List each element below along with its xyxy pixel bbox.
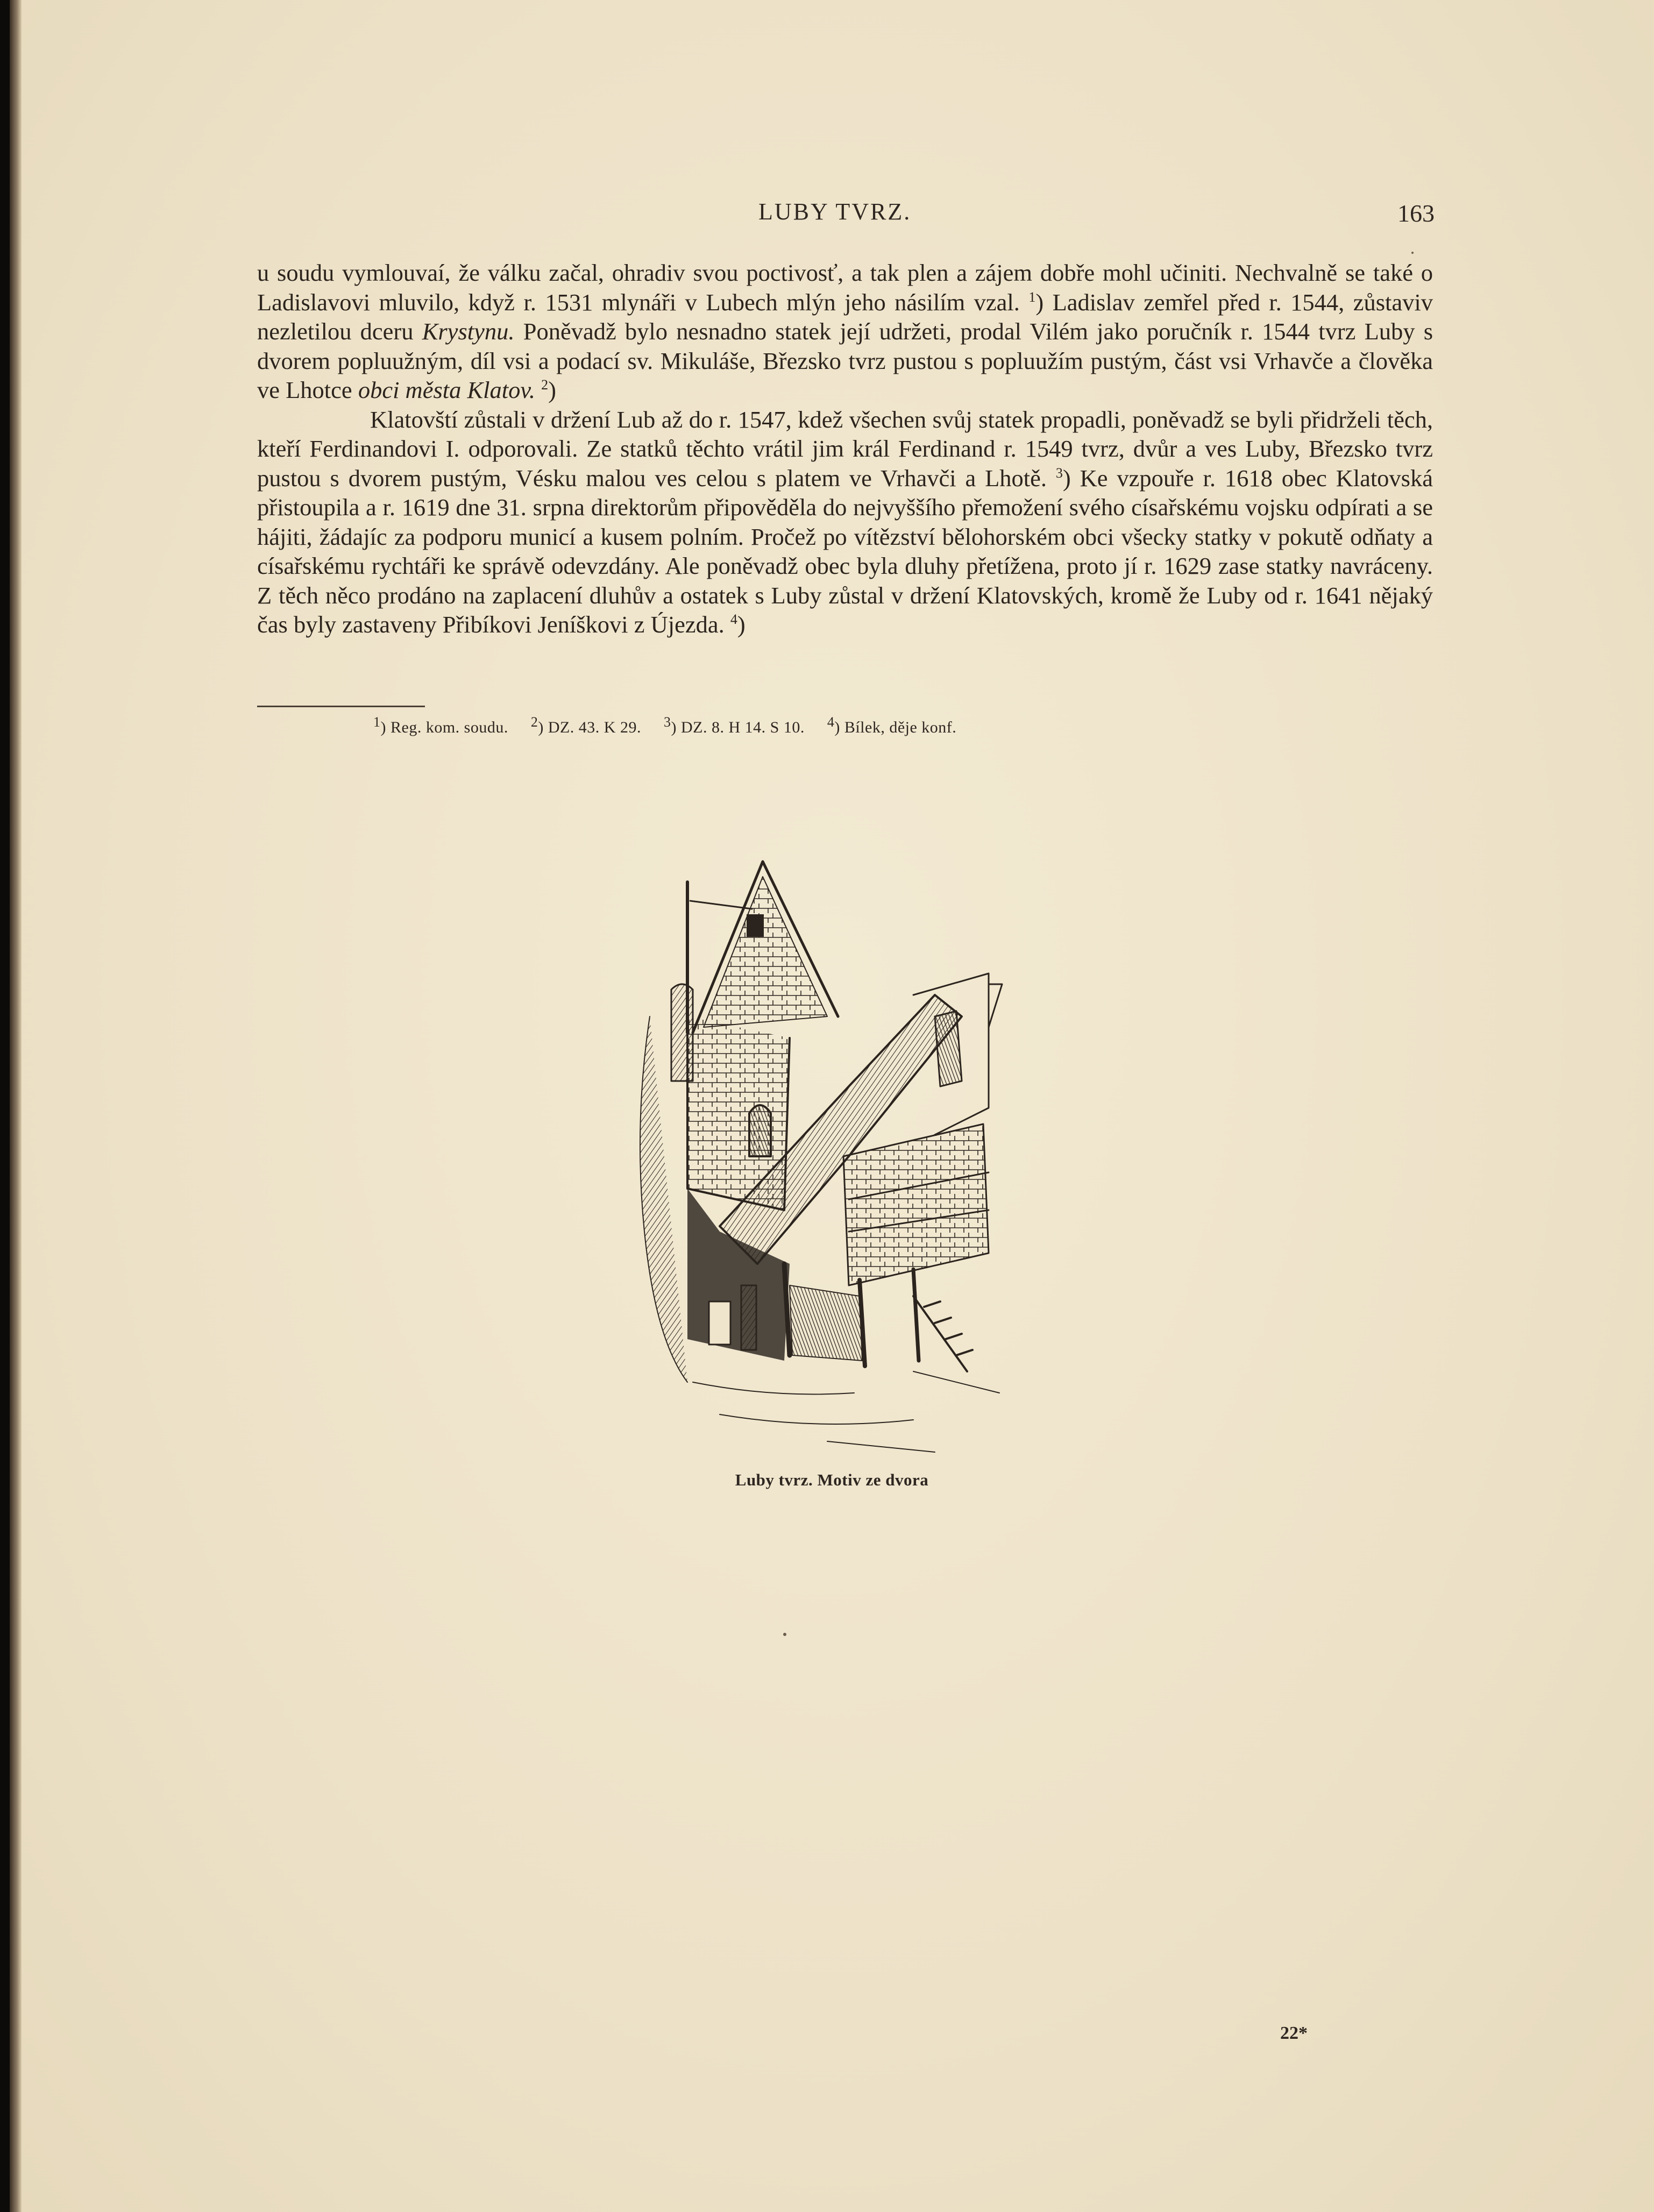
page-header	[10, 198, 1654, 236]
running-title: LUBY TVRZ.	[758, 198, 912, 225]
paper-speck	[1411, 252, 1414, 254]
page-number: 163	[1397, 200, 1435, 227]
footnote-2: $^2$) DZ. 43. K 29.	[530, 714, 641, 736]
body-text	[257, 258, 1433, 639]
printer-signature-mark: 22*	[1280, 2023, 1308, 2043]
footnote-rule	[257, 706, 425, 707]
drawing-strokes	[640, 862, 1002, 1452]
paper-speck	[783, 1633, 786, 1636]
italic-place: obci města Klatov.	[358, 376, 535, 403]
book-spine-edge	[10, 0, 22, 2212]
paragraph-2: Klatovští zůstali v držení Lub až do r. 1547, kdež všechen svůj statek propadli, poněvadž se byli přidrželi těch, kteří Ferdinandovi I. odporovali. Ze statků těchto vrátil jim král Ferdinand r. 1549 tvrz, dvůr a ves Luby, Březsko tvrz pustou s dvorem pustým, Vésku malou ves celou s platem ve Vrhavči a Lhotě. $^3$) Ke vzpouře r. 1618 obec Klatovská přistoupila a r. 1619 dne 31. srpna direktorům připověděla do nejvyššího přemožení svého císařskému vojsku odpírati a se hájiti, žádajíc za podporu municí a kusem polním. Pročež po vítězství bělohorském obci všecky statky v pokutě odňaty a císařskému rychtáři ke správě odevzdány. Ale poněvadž obec byla dluhy přetížena, proto jí r. 1629 zase statky navráceny. Z těch něco prodáno na zaplacení dluhův a ostatek s Luby zůstal v držení Klatovských, kromě že Luby od r. 1641 nějaký čas byly zastaveny Přibíkovi Jeníškovi z Újezda. $^4$)	[257, 406, 1433, 638]
footnote-ref-1: 1	[1028, 289, 1036, 305]
footnote-3: $^3$) DZ. 8. H 14. S 10.	[663, 714, 805, 736]
italic-name: Krystynu.	[422, 318, 515, 345]
footnote-ref-2: 2	[541, 377, 549, 393]
book-page	[10, 0, 1654, 2212]
figure-caption: Luby tvrz. Motiv ze dvora	[735, 1470, 929, 1489]
courtyard-illustration	[612, 855, 1021, 1463]
paragraph-1: u soudu vymlouvaí, že válku začal, ohradiv svou poctivosť, a tak plen a zájem dobře mohl učiniti. Nechvalně se také o Ladislavovi mluvilo, když r. 1531 mlynáři v Lubech mlýn jeho násilím vzal. $^1$) Ladislav zemřel před r. 1544, zůstaviv nezletilou dceru Krystynu. Poněvadž bylo nesnadno statek její udržeti, prodal Vilém jako poručník r. 1544 tvrz Luby s dvorem popluužným, díl vsi a podací sv. Mikuláše, Březsko tvrz pustou s popluužím pustým, část vsi Vrhavče a člověka ve Lhotce obci města Klatov. $^2$)	[257, 259, 1433, 403]
footnote-ref-4: 4	[730, 611, 737, 628]
footnote-ref-3: 3	[1055, 465, 1063, 481]
footnote-4: $^4$) Bílek, děje konf.	[827, 714, 957, 736]
footnote-1: $^1$) Reg. kom. soudu.	[373, 714, 508, 736]
footnotes	[373, 714, 975, 737]
